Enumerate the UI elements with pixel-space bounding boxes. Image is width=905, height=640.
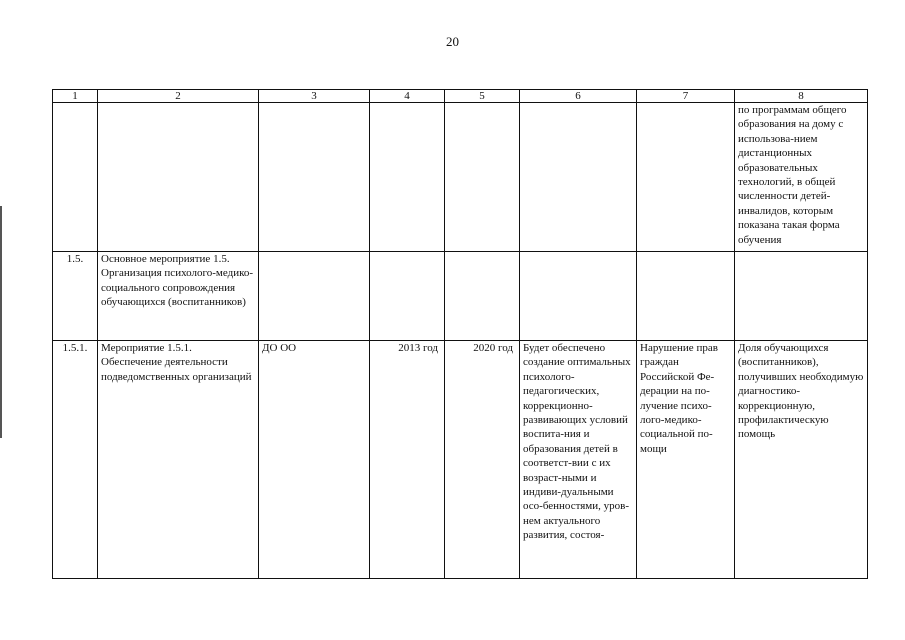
measure-name-cell: Мероприятие 1.5.1. Обеспечение деятельности подведомственных организаций: [98, 341, 259, 579]
executor-cell: [259, 252, 370, 341]
expected-result-cell: [520, 103, 637, 252]
end-year-cell: 2020 год: [445, 341, 520, 579]
start-year-cell: 2013 год: [370, 341, 445, 579]
consequences-cell: [637, 252, 735, 341]
header-cell-8: 8: [735, 90, 868, 103]
row-number-cell: [53, 103, 98, 252]
executor-cell: [259, 103, 370, 252]
header-cell-6: 6: [520, 90, 637, 103]
table-row: [53, 341, 868, 579]
end-year-cell: [445, 252, 520, 341]
header-cell-4: 4: [370, 90, 445, 103]
indicator-cell: Доля обучающихся (воспитанников), получивших необходимую диагностико-коррекционную, профилактическую помощь: [735, 341, 868, 579]
header-cell-7: 7: [637, 90, 735, 103]
consequences-cell: Нарушение прав граждан Российской Фе-дерации на по-лучение психо-лого-медико-социальной по-мощи: [637, 341, 735, 579]
executor-cell: ДО ОО: [259, 341, 370, 579]
row-number-cell: 1.5.: [53, 252, 98, 341]
start-year-cell: [370, 252, 445, 341]
consequences-cell: [637, 103, 735, 252]
table-row: [53, 103, 868, 252]
scan-margin-mark: [0, 206, 2, 438]
header-cell-3: 3: [259, 90, 370, 103]
start-year-cell: [370, 103, 445, 252]
header-cell-1: 1: [53, 90, 98, 103]
table-header-row: [53, 90, 868, 103]
measure-name-cell: [98, 103, 259, 252]
end-year-cell: [445, 103, 520, 252]
header-cell-5: 5: [445, 90, 520, 103]
expected-result-cell: Будет обеспечено создание оптимальных психолого-педагогических, коррекционно-развивающих условий воспита-ния и образования детей в соответст-вии с их возраст-ными и индиви-дуальными осо-бенностями, уров-нем актуального развития, состоя-: [520, 341, 637, 579]
measures-table: [52, 89, 868, 579]
measure-name-cell: Основное мероприятие 1.5. Организация психолого-медико-социального сопровождения обучающихся (воспитанников): [98, 252, 259, 341]
indicator-cell: по программам общего образования на дому с использова-нием дистанционных образовательных технологий, в общей численности детей-инвалидов, которым показана такая форма обучения: [735, 103, 868, 252]
expected-result-cell: [520, 252, 637, 341]
table-row: [53, 252, 868, 341]
page-number: 20: [446, 34, 459, 49]
header-cell-2: 2: [98, 90, 259, 103]
row-number-cell: 1.5.1.: [53, 341, 98, 579]
indicator-cell: [735, 252, 868, 341]
